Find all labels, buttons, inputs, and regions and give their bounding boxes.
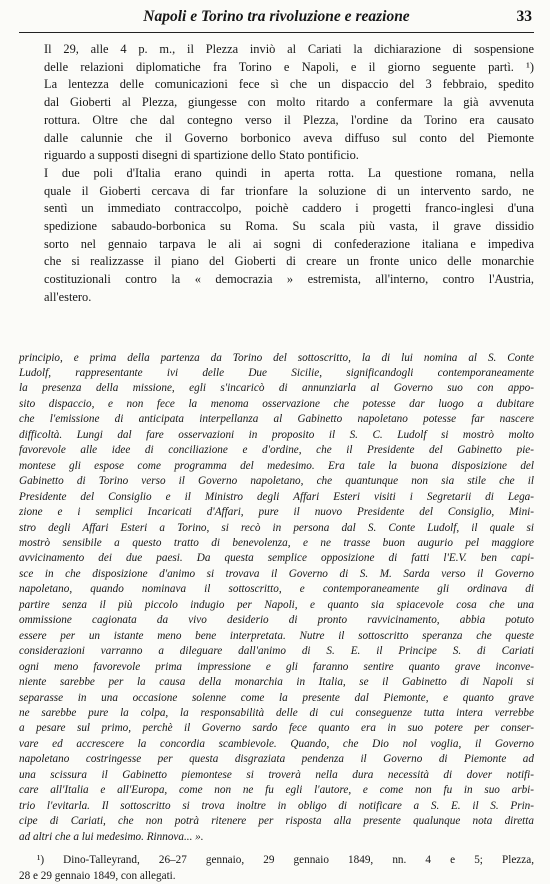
quotation-line: partire senza il più piccolo indugio per Napoli, e quanto sia spiacevole cosa che una xyxy=(19,598,534,611)
text-line: dal Gioberti al Plezza, giungesse con molto ritardo a confermare la già avvenuta xyxy=(44,95,534,110)
quotation-line: vare ed accrescere la concordia scambievole. Quando, che Dio nol voglia, il Governo xyxy=(19,737,534,750)
quotation-line: sce in che disposizione d'animo si trovava il Governo di S. M. Sarda verso il Governo xyxy=(19,567,534,580)
quotation-line: mostrò sensibile a questo tratto di benevolenza, e ne trasse buon augurio pel maggiore xyxy=(19,536,534,549)
text-line: delle relazioni diplomatiche fra Torino e Napoli, e il giorno seguente partì. ¹) xyxy=(44,59,534,74)
quotation-line: care all'Italia e all'Europa, come non ne fu egli l'autore, e come non fu in suo arbi- xyxy=(19,784,534,797)
footnote-quotation xyxy=(19,351,534,846)
quotation-line: separasse in una occasione solenne come la presente dal Piemonte, e quanto grave xyxy=(19,691,534,704)
text-line: La lentezza delle comunicazioni fece sì che un dispaccio del 3 febbraio, spedito xyxy=(44,77,534,92)
quotation-line: ne sarebbe pure la colpa, la responsabilità delle di cui conseguenze tutta intera verrebbe xyxy=(19,706,534,719)
quotation-line: Ludolf, rappresentante ivi delle Due Sicilie, significandogli contemporaneamente xyxy=(19,367,534,379)
quotation-line: trio l'evitarla. Il sottoscritto si trova inoltre in obligo di notificare a S. E. il S. Prin- xyxy=(19,799,534,812)
quotation-line: avvicinamento dei due paesi. Da questa semplice opposizione di fatti l'E.V. ben capi- xyxy=(19,552,534,565)
text-line: sentì un immediato contraccolpo, poichè caddero i progetti franco-inglesi d'una xyxy=(44,201,534,216)
quotation-line: sito dispaccio, e non fece la menoma osservazione che potesse dar luogo a dubitare xyxy=(19,397,534,410)
running-header xyxy=(19,0,534,32)
page-number: 33 xyxy=(516,8,532,25)
footnote-line: ¹) Dino-Talleyrand, 26–27 gennaio, 29 gennaio 1849, nn. 4 e 5; Plezza, xyxy=(37,854,534,867)
quotation-line: principio, e prima della partenza da Torino del sottoscritto, la di lui nomina al S. Conte xyxy=(19,351,534,364)
section-gap xyxy=(19,307,534,351)
quotation-line: Presidente del Consiglio e il Ministro degli Affari Esteri visiti i Segretarii di Lega- xyxy=(19,490,534,503)
quotation-line: ogni meno favorevole prima impressione e gli faranno sentire quanto grave inconve- xyxy=(19,660,534,673)
quotation-line: ad altri che a lui medesimo. Rinnova... ». xyxy=(19,830,204,843)
quotation-line: cipe di Cariati, che non potrà ritenere per risposta alla presente qualunque nota diretta xyxy=(19,815,534,828)
text-line: riguardo a supposti disegni di spartizione dello Stato pontificio. xyxy=(44,148,359,163)
text-line: rottura. Oltre che dal contegno verso il Plezza, l'ordine da Torino era causato xyxy=(44,112,534,127)
text-line: Il 29, alle 4 p. m., il Plezza inviò al Cariati la dichiarazione di sospensione xyxy=(44,42,534,56)
text-line: all'estero. xyxy=(44,289,92,304)
quotation-line: stro degli Affari Esteri a Torino, si recò in persona dal S. Conte Ludolf, il quale si xyxy=(19,521,534,534)
paragraph-2 xyxy=(19,165,534,307)
quotation-line: montese gli espose come programma del medesimo. Era tale la buona disposizione del xyxy=(19,459,534,472)
quotation-line: difficoltà. Lungi dal fare osservazioni in proposito il S. C. Ludolf si mostrò molto xyxy=(19,428,534,441)
quotation-line: considerazioni varranno a dileguare dall'animo di S. E. il Principe S. di Cariati xyxy=(19,645,534,658)
text-line: dalle calunnie che il Governo borbonico aveva diffuso sul conto del Piemonte xyxy=(44,130,534,145)
main-text xyxy=(19,41,534,307)
quotation-line: che l'emissione di anticipata interpellanza al Gabinetto napoletano potesse far nascere xyxy=(19,413,534,426)
text-line: costituzionali contro la « democrazia » estremista, all'interno, contro l'Austria, xyxy=(44,272,534,287)
quotation-line: niente sarebbe per la causa della monarchia in Italia, se il Gabinetto di Napoli si xyxy=(19,676,534,689)
quotation-line: a pesare sul primo, perchè il Governo sardo fece quanto era in suo potere per conser- xyxy=(19,722,534,735)
header-rule xyxy=(19,32,534,33)
quotation-line: la presenza della missione, egli s'incaricò di annunziarla al Governo suo con appo- xyxy=(19,382,534,395)
quotation-line: napoletano costringesse per questa disgraziata pendenza il Governo di Piemonte ad xyxy=(19,753,534,766)
footnote-line: 28 e 29 gennaio 1849, con allegati. xyxy=(19,869,176,882)
running-title: Napoli e Torino tra rivoluzione e reazione xyxy=(143,8,410,25)
quotation-line: una scissura il Gabinetto piemontese si troverà nella dura necessità di dover notifi- xyxy=(19,768,534,781)
quotation-line: essere per un istante meno bene interpretata. Nutre il sottoscritto speranza che queste xyxy=(19,629,534,642)
quotation-line: Gabinetto di Torino verso il Governo napoletano, che quantunque non sia stile che il xyxy=(19,475,534,488)
quotation-line: zione e i semplici Incaricati d'Affari, pure il nuovo Presidente del Consiglio, Mini- xyxy=(19,506,534,519)
quotation-line: favorevole alle idee di conciliazione e d'ordine, che il Presidente del Gabinetto pie- xyxy=(19,444,534,457)
text-line: I due poli d'Italia erano quindi in aperta rotta. La questione romana, nella xyxy=(44,165,534,180)
paragraph-1 xyxy=(19,41,534,165)
text-line: che si realizzasse il piano del Gioberti di creare un fronte unico delle monarchie xyxy=(44,254,534,269)
text-line: spedizione sabaudo-borbonica su Roma. Su scala più vasta, il grave dissidio xyxy=(44,219,534,234)
text-line: quale il Gioberti cercava di far trionfare la soluzione di un intervento sardo, ne xyxy=(44,183,534,198)
footnote xyxy=(19,853,534,884)
quotation-line: ommissione cagionata da vivo desiderio di pronto ravvicinamento, abbia potuto xyxy=(19,614,534,627)
quotation-line: napoletano, quando nominava il sottoscritto, e contemporaneamente gli ordinava di xyxy=(19,583,534,596)
text-line: sorto nel gennaio tarpava le ali ai sogni di confederazione italiana e impediva xyxy=(44,236,534,251)
